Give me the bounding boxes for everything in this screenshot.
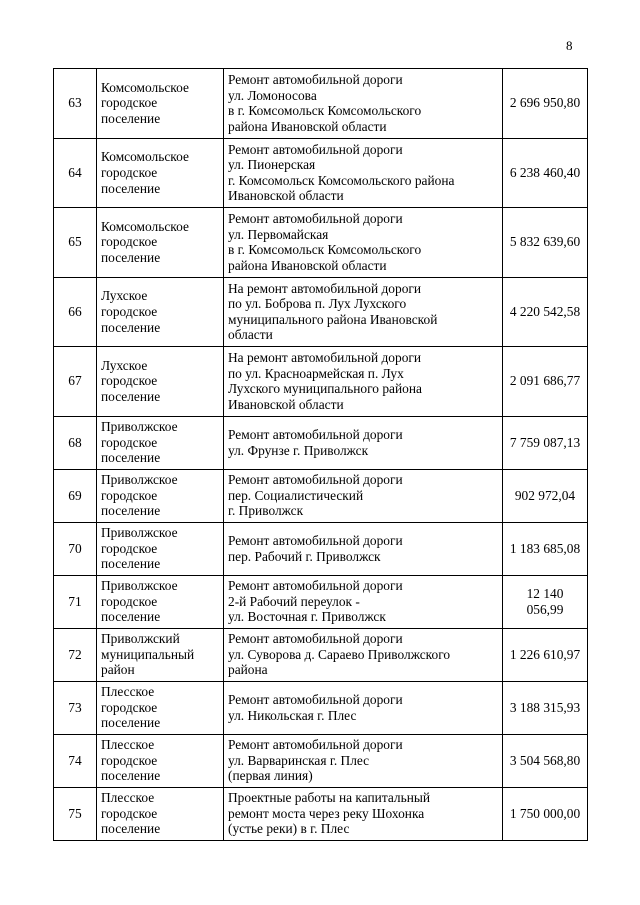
description-cell	[224, 681, 503, 734]
municipality-line: поселение	[101, 319, 161, 335]
row-number-cell: 74	[54, 734, 97, 787]
municipality-cell	[97, 416, 224, 469]
description-cell	[224, 208, 503, 278]
description-line: Ремонт автомобильной дороги	[228, 578, 403, 594]
municipality-line: Комсомольское	[101, 218, 189, 234]
municipality-line: поселение	[101, 111, 161, 127]
municipality-line: район	[101, 662, 135, 678]
description-line: Ремонт автомобильной дороги	[228, 141, 403, 157]
municipality-cell	[97, 522, 224, 575]
municipality-line: поселение	[101, 768, 161, 784]
municipality-line: Приволжское	[101, 472, 178, 488]
description-line: ул. Фрунзе г. Приволжск	[228, 442, 369, 458]
table-row	[54, 734, 588, 787]
municipality-line: Приволжское	[101, 525, 178, 541]
description-line: в г. Комсомольск Комсомольского	[228, 242, 422, 258]
description-line: пер. Рабочий г. Приволжск	[228, 548, 381, 564]
description-cell	[224, 787, 503, 840]
amount-cell: 6 238 460,40	[503, 138, 588, 208]
description-line: На ремонт автомобильной дороги	[228, 280, 422, 296]
description-line: пер. Социалистический	[228, 487, 364, 503]
amount-cell: 4 220 542,58	[503, 277, 588, 347]
description-cell	[224, 734, 503, 787]
row-number-cell: 64	[54, 138, 97, 208]
municipality-line: Лухское	[101, 288, 148, 304]
municipality-line: муниципальный	[101, 646, 195, 662]
municipality-cell	[97, 138, 224, 208]
row-number-cell: 69	[54, 469, 97, 522]
description-line: Ремонт автомобильной дороги	[228, 72, 403, 88]
description-line: Ивановской области	[228, 188, 344, 204]
table-row	[54, 416, 588, 469]
table-row	[54, 347, 588, 417]
description-line: Ремонт автомобильной дороги	[228, 211, 403, 227]
description-line: ул. Пионерская	[228, 157, 316, 173]
municipality-cell	[97, 628, 224, 681]
description-cell	[224, 469, 503, 522]
description-line: муниципального района Ивановской	[228, 311, 438, 327]
description-line: района Ивановской области	[228, 257, 387, 273]
description-cell	[224, 416, 503, 469]
row-number-cell: 66	[54, 277, 97, 347]
municipality-line: поселение	[101, 821, 161, 837]
municipality-cell	[97, 469, 224, 522]
table-row	[54, 469, 588, 522]
amount-cell: 5 832 639,60	[503, 208, 588, 278]
table-row	[54, 138, 588, 208]
municipality-line: городское	[101, 434, 158, 450]
row-number-cell: 73	[54, 681, 97, 734]
description-line: г. Комсомольск Комсомольского района	[228, 172, 455, 188]
description-line: (устье реки) в г. Плес	[228, 821, 350, 837]
description-cell	[224, 69, 503, 139]
row-number-cell: 67	[54, 347, 97, 417]
row-number-cell: 68	[54, 416, 97, 469]
municipality-line: поселение	[101, 609, 161, 625]
table-row	[54, 522, 588, 575]
description-cell	[224, 277, 503, 347]
municipality-line: Плесское	[101, 790, 155, 806]
municipality-line: Приволжское	[101, 419, 178, 435]
description-line: области	[228, 327, 273, 343]
municipality-line: городское	[101, 487, 158, 503]
municipality-line: городское	[101, 752, 158, 768]
description-line: ул. Ломоносова	[228, 87, 317, 103]
municipality-cell	[97, 681, 224, 734]
municipality-line: Плесское	[101, 737, 155, 753]
amount-cell: 1 183 685,08	[503, 522, 588, 575]
description-cell	[224, 575, 503, 628]
description-line: Проектные работы на капитальный	[228, 790, 431, 806]
municipality-line: городское	[101, 540, 158, 556]
description-line: Ремонт автомобильной дороги	[228, 737, 403, 753]
municipality-line: поселение	[101, 180, 161, 196]
description-line: Лухского муниципального района	[228, 381, 422, 397]
municipality-line: городское	[101, 164, 158, 180]
municipality-line: городское	[101, 373, 158, 389]
table-row	[54, 277, 588, 347]
description-line: г. Приволжск	[228, 503, 304, 519]
municipality-line: городское	[101, 303, 158, 319]
municipality-line: Лухское	[101, 357, 148, 373]
description-line: (первая линия)	[228, 768, 313, 784]
municipality-cell	[97, 69, 224, 139]
row-number-cell: 65	[54, 208, 97, 278]
description-line: Ремонт автомобильной дороги	[228, 472, 403, 488]
description-line: Ремонт автомобильной дороги	[228, 691, 403, 707]
row-number-cell: 71	[54, 575, 97, 628]
description-line: ремонт моста через реку Шохонка	[228, 805, 425, 821]
description-line: района	[228, 662, 268, 678]
table-row	[54, 208, 588, 278]
amount-cell: 3 188 315,93	[503, 681, 588, 734]
description-line: ул. Первомайская	[228, 226, 329, 242]
description-line: ул. Суворова д. Сараево Приволжского	[228, 646, 451, 662]
description-line: ул. Никольская г. Плес	[228, 707, 357, 723]
description-line: района Ивановской области	[228, 118, 387, 134]
municipality-line: городское	[101, 593, 158, 609]
row-number-cell: 63	[54, 69, 97, 139]
description-cell	[224, 138, 503, 208]
municipality-line: поселение	[101, 250, 161, 266]
table-body	[54, 69, 588, 841]
amount-cell: 12 140 056,99	[503, 575, 588, 628]
description-line: Ремонт автомобильной дороги	[228, 532, 403, 548]
amount-cell: 1 226 610,97	[503, 628, 588, 681]
municipality-line: городское	[101, 699, 158, 715]
table-row	[54, 575, 588, 628]
table-row	[54, 681, 588, 734]
municipality-line: поселение	[101, 556, 161, 572]
table-row	[54, 628, 588, 681]
description-line: 2-й Рабочий переулок -	[228, 593, 360, 609]
amount-cell: 3 504 568,80	[503, 734, 588, 787]
amount-cell: 2 091 686,77	[503, 347, 588, 417]
municipality-cell	[97, 787, 224, 840]
municipality-line: Плесское	[101, 684, 155, 700]
description-line: Ремонт автомобильной дороги	[228, 426, 403, 442]
municipality-line: Приволжское	[101, 578, 178, 594]
municipality-cell	[97, 208, 224, 278]
description-line: Ивановской области	[228, 396, 344, 412]
municipality-line: поселение	[101, 450, 161, 466]
municipality-cell	[97, 734, 224, 787]
municipality-line: городское	[101, 95, 158, 111]
municipality-cell	[97, 575, 224, 628]
row-number-cell: 72	[54, 628, 97, 681]
table-row	[54, 787, 588, 840]
amount-cell: 2 696 950,80	[503, 69, 588, 139]
municipality-line: Комсомольское	[101, 149, 189, 165]
municipality-line: городское	[101, 234, 158, 250]
municipality-line: Приволжский	[101, 631, 180, 647]
description-cell	[224, 628, 503, 681]
description-line: по ул. Боброва п. Лух Лухского	[228, 296, 407, 312]
amount-cell: 1 750 000,00	[503, 787, 588, 840]
description-line: по ул. Красноармейская п. Лух	[228, 365, 404, 381]
description-cell	[224, 522, 503, 575]
municipality-cell	[97, 277, 224, 347]
description-cell	[224, 347, 503, 417]
description-line: На ремонт автомобильной дороги	[228, 350, 422, 366]
municipality-line: поселение	[101, 389, 161, 405]
municipality-line: городское	[101, 805, 158, 821]
page-number: 8	[566, 38, 573, 53]
description-line: ул. Варваринская г. Плес	[228, 752, 370, 768]
municipality-line: поселение	[101, 503, 161, 519]
row-number-cell: 70	[54, 522, 97, 575]
municipality-line: поселение	[101, 715, 161, 731]
road-repair-table	[53, 68, 588, 841]
description-line: в г. Комсомольск Комсомольского	[228, 103, 422, 119]
description-line: ул. Восточная г. Приволжск	[228, 609, 386, 625]
description-line: Ремонт автомобильной дороги	[228, 631, 403, 647]
row-number-cell: 75	[54, 787, 97, 840]
table-row	[54, 69, 588, 139]
amount-cell: 902 972,04	[503, 469, 588, 522]
municipality-line: Комсомольское	[101, 79, 189, 95]
municipality-cell	[97, 347, 224, 417]
amount-cell: 7 759 087,13	[503, 416, 588, 469]
